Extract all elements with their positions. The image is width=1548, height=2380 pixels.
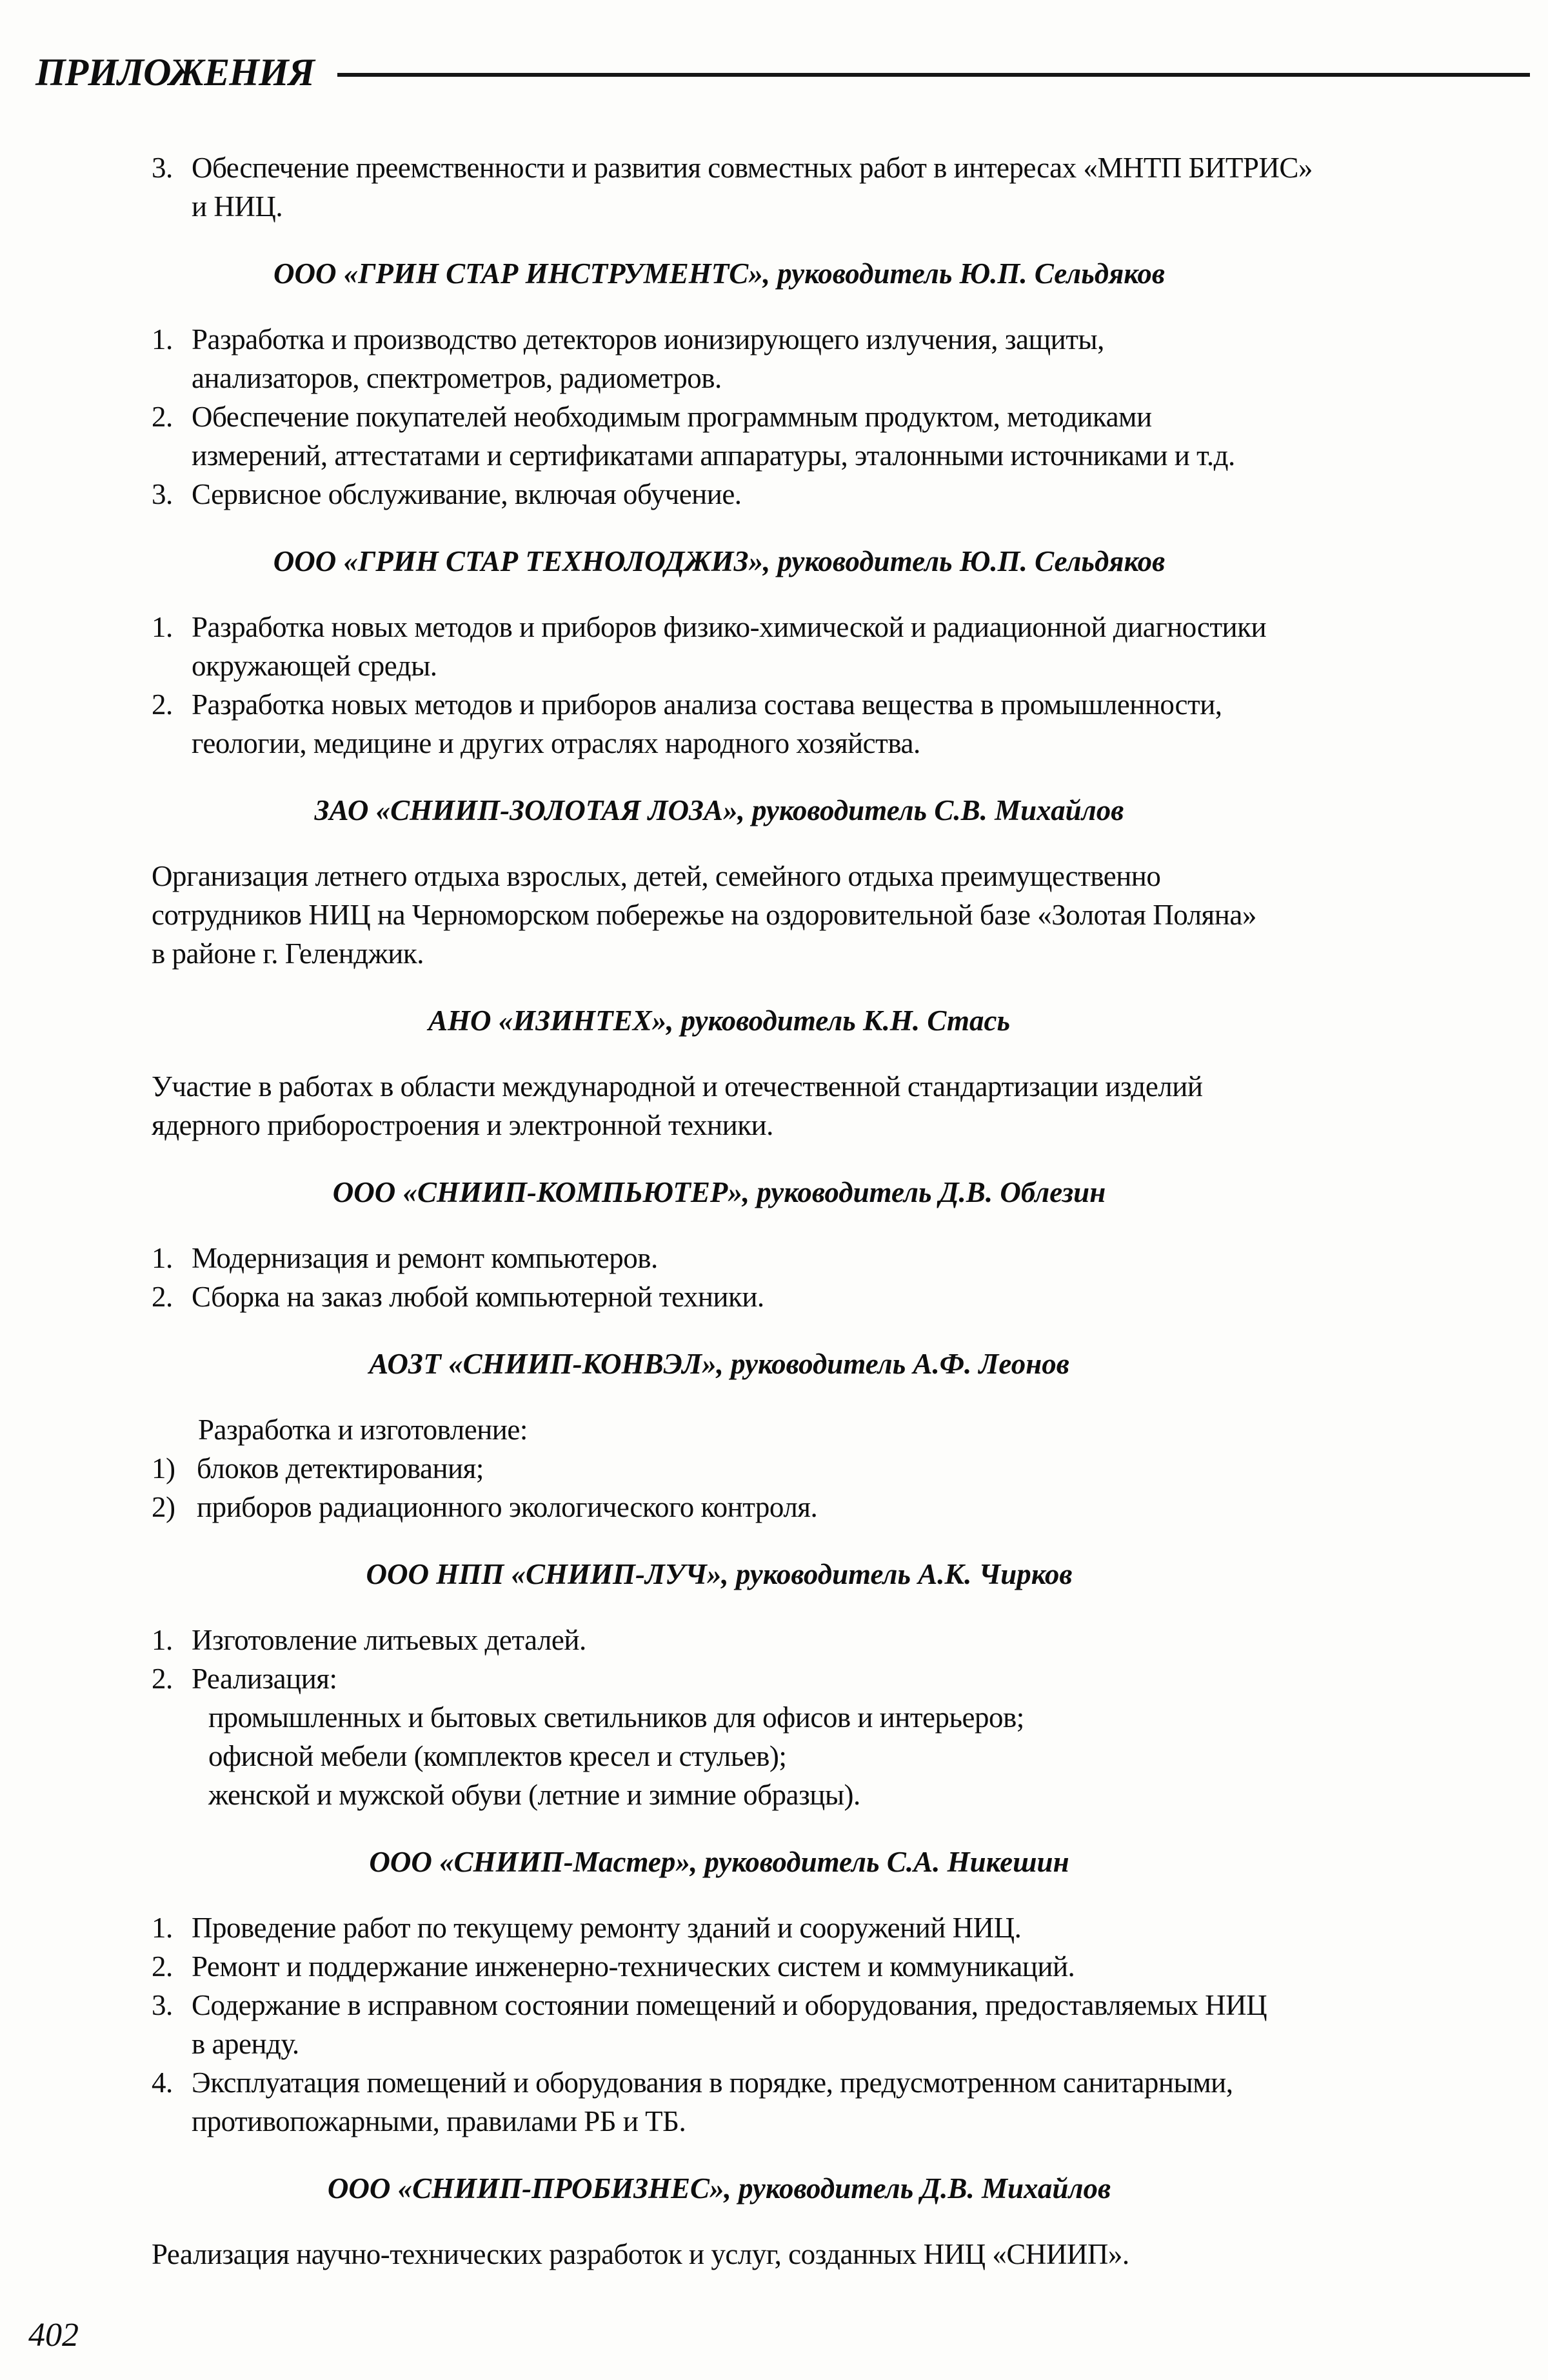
- item-number: 1.: [152, 1624, 173, 1656]
- paragraph-line: сотрудников НИЦ на Черноморском побережье на оздоровительной базе «Золотая Поляна»: [152, 899, 1256, 931]
- list-item: [152, 1986, 1513, 2063]
- item-line: в аренду.: [192, 2028, 299, 2060]
- section: [152, 1001, 1513, 1145]
- section: [152, 1345, 1513, 1526]
- item-line: измерений, аттестатами и сертификатами аппаратуры, эталонными источниками и т.д.: [192, 439, 1235, 472]
- item-number: 3.: [152, 478, 173, 510]
- section-heading: ООО «СНИИП-Мастер», руководитель С.А. Никешин: [369, 1846, 1069, 1878]
- item-number: 2.: [152, 1950, 173, 1983]
- list-item: [152, 1277, 1513, 1316]
- list-item: [152, 1449, 1513, 1488]
- item-line: и НИЦ.: [192, 190, 283, 223]
- section: [152, 1555, 1513, 1814]
- section-heading: ООО «ГРИН СТАР ИНСТРУМЕНТС», руководитель Ю.П. Сельдяков: [273, 257, 1165, 290]
- item-line: блоков детектирования;: [197, 1452, 484, 1485]
- section: [152, 254, 1513, 514]
- item-line: Эксплуатация помещений и оборудования в порядке, предусмотренном санитарными,: [192, 2066, 1233, 2099]
- item-line: Сервисное обслуживание, включая обучение.: [192, 478, 742, 510]
- list-item: [152, 685, 1513, 763]
- paragraph: [152, 857, 1513, 973]
- sub-line: женской и мужской обуви (летние и зимние образцы).: [208, 1779, 860, 1811]
- section-heading: ООО «ГРИН СТАР ТЕХНОЛОДЖИЗ», руководитель Ю.П. Сельдяков: [273, 545, 1166, 577]
- item-line: Разработка новых методов и приборов физико-химической и радиационной диагностики: [192, 611, 1267, 643]
- section-list: [152, 1621, 1513, 1814]
- item-line: противопожарными, правилами РБ и ТБ.: [192, 2105, 686, 2137]
- list-item: [152, 608, 1513, 685]
- paragraph: [152, 2235, 1513, 2274]
- item-number: 2.: [152, 401, 173, 433]
- item-line: Разработка и производство детекторов ионизирующего излучения, защиты,: [192, 323, 1104, 355]
- section-heading: АОЗТ «СНИИП-КОНВЭЛ», руководитель А.Ф. Леонов: [369, 1348, 1069, 1380]
- section: [152, 1173, 1513, 1316]
- item-number: 1.: [152, 611, 173, 643]
- list-item: [152, 1621, 1513, 1659]
- list-item: [152, 475, 1513, 514]
- list-item: [152, 1659, 1513, 1698]
- list-item: [152, 1947, 1513, 1986]
- item-line: Обеспечение покупателей необходимым программным продуктом, методиками: [192, 401, 1152, 433]
- item-number: 1.: [152, 323, 173, 355]
- item-line: приборов радиационного экологического контроля.: [197, 1491, 818, 1523]
- list-item: [152, 397, 1513, 475]
- item-number: 2.: [152, 1663, 173, 1695]
- section-heading: ЗАО «СНИИП-ЗОЛОТАЯ ЛОЗА», руководитель С.В. Михайлов: [314, 794, 1124, 826]
- continuation-item: [152, 148, 1513, 226]
- item-number: 1): [152, 1452, 175, 1485]
- item-number: 2): [152, 1491, 175, 1523]
- list-item: [152, 2063, 1513, 2141]
- sub-line: офисной мебели (комплектов кресел и стульев);: [208, 1740, 787, 1772]
- page-header-title: ПРИЛОЖЕНИЯ: [35, 51, 314, 94]
- list-item: [152, 320, 1513, 397]
- paragraph: [152, 1067, 1513, 1145]
- item-line: Проведение работ по текущему ремонту зданий и сооружений НИЦ.: [192, 1912, 1022, 1944]
- item-number: 2.: [152, 1281, 173, 1313]
- section-list: [152, 1239, 1513, 1316]
- list-item: [152, 1239, 1513, 1277]
- sub-line: промышленных и бытовых светильников для офисов и интерьеров;: [208, 1701, 1024, 1734]
- item-number: 3.: [152, 152, 173, 184]
- item-line: Сборка на заказ любой компьютерной техники.: [192, 1281, 764, 1313]
- section: [152, 1843, 1513, 2141]
- item-number: 1.: [152, 1912, 173, 1944]
- item-line: Разработка новых методов и приборов анализа состава вещества в промышленности,: [192, 688, 1222, 721]
- list-item: [152, 1908, 1513, 1947]
- section: [152, 791, 1513, 973]
- item-line: Содержание в исправном состоянии помещений и оборудования, предоставляемых НИЦ: [192, 1989, 1267, 2021]
- section-list: [152, 1449, 1513, 1526]
- page-content: [0, 148, 1548, 2274]
- paragraph-line: ядерного приборостроения и электронной техники.: [152, 1109, 773, 1141]
- item-line: геологии, медицине и других отраслях народного хозяйства.: [192, 727, 920, 759]
- paragraph-line: Участие в работах в области международной и отечественной стандартизации изделий: [152, 1070, 1203, 1103]
- paragraph-line: Реализация научно-технических разработок и услуг, созданных НИЦ «СНИИП».: [152, 2238, 1129, 2270]
- sub-list: [152, 1698, 1513, 1814]
- item-line: Ремонт и поддержание инженерно-технических систем и коммуникаций.: [192, 1950, 1075, 1983]
- page-number: 402: [28, 2317, 79, 2354]
- section: [152, 542, 1513, 763]
- section-list: [152, 320, 1513, 514]
- section-heading: ООО НПП «СНИИП-ЛУЧ», руководитель А.К. Чирков: [366, 1558, 1073, 1590]
- item-number: 3.: [152, 1989, 173, 2021]
- paragraph-line: Организация летнего отдыха взрослых, детей, семейного отдыха преимущественно: [152, 860, 1161, 892]
- section-list: [152, 608, 1513, 763]
- header-rule: [337, 73, 1530, 77]
- list-lead: Разработка и изготовление:: [198, 1414, 528, 1446]
- item-line: Изготовление литьевых деталей.: [192, 1624, 586, 1656]
- section-list: [152, 1908, 1513, 2141]
- item-line: окружающей среды.: [192, 650, 437, 682]
- item-line: Реализация:: [192, 1663, 337, 1695]
- list-item: [152, 1488, 1513, 1526]
- section-heading: ООО «СНИИП-ПРОБИЗНЕС», руководитель Д.В. Михайлов: [327, 2172, 1111, 2205]
- item-line: Модернизация и ремонт компьютеров.: [192, 1242, 658, 1274]
- item-line: Обеспечение преемственности и развития совместных работ в интересах «МНТП БИТРИС»: [192, 152, 1313, 184]
- item-number: 4.: [152, 2066, 173, 2099]
- item-number: 2.: [152, 688, 173, 721]
- section-heading: АНО «ИЗИНТЕХ», руководитель К.Н. Стась: [428, 1005, 1011, 1037]
- item-line: анализаторов, спектрометров, радиометров.: [192, 362, 722, 394]
- page-header: [0, 0, 1548, 92]
- item-number: 1.: [152, 1242, 173, 1274]
- paragraph-line: в районе г. Геленджик.: [152, 937, 424, 970]
- section-heading: ООО «СНИИП-КОМПЬЮТЕР», руководитель Д.В. Облезин: [332, 1176, 1106, 1208]
- section: [152, 2169, 1513, 2274]
